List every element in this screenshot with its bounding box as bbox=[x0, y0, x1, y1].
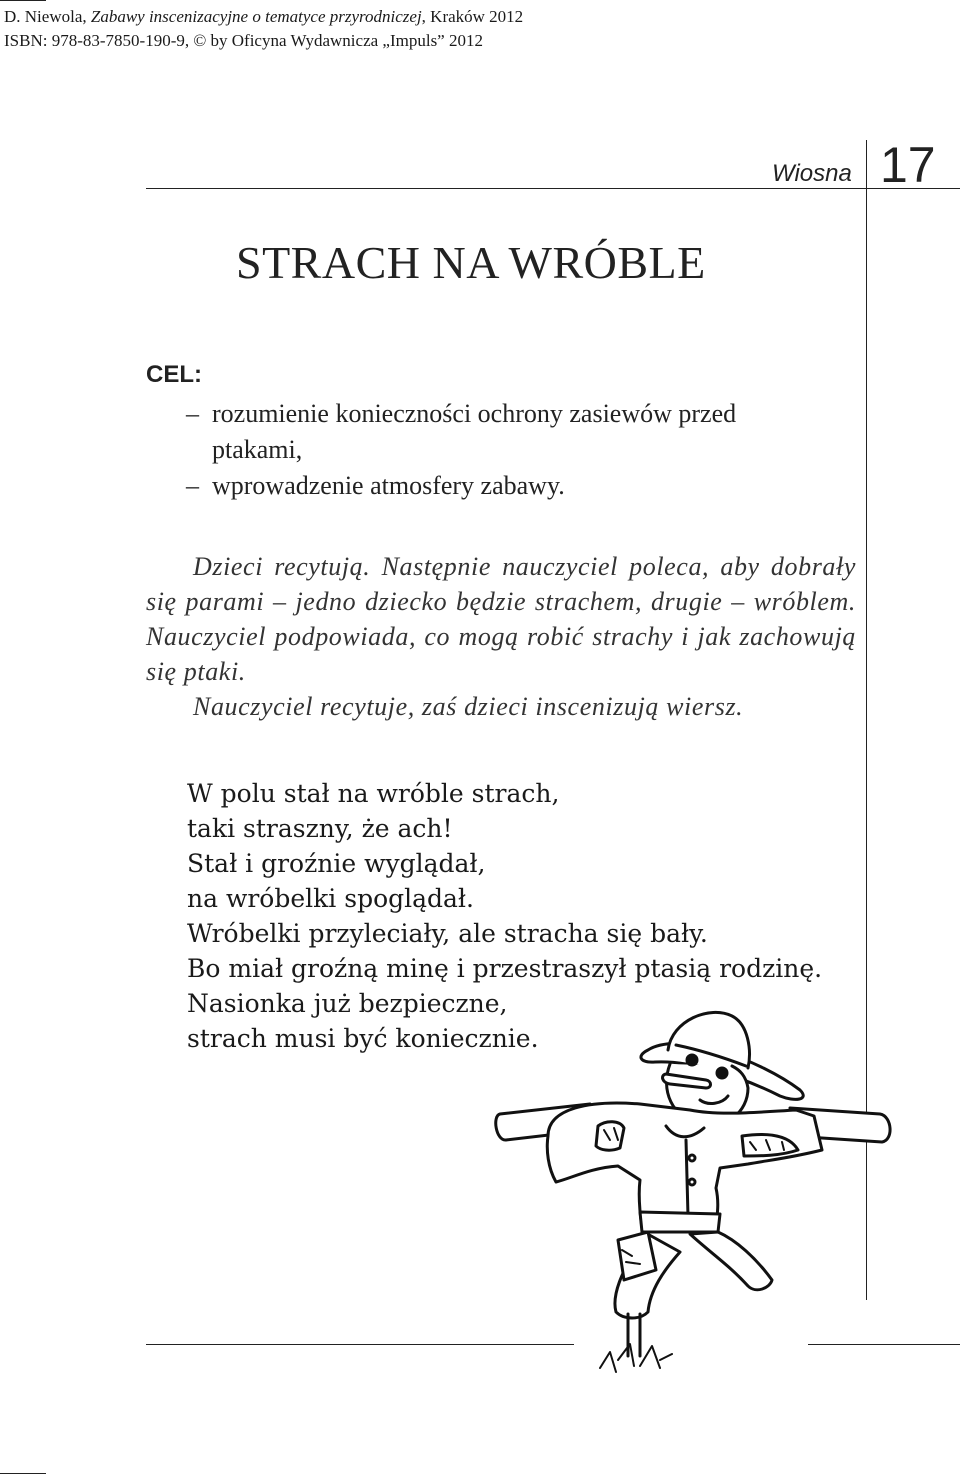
goal-item bbox=[186, 468, 866, 504]
header-line-1 bbox=[4, 7, 523, 27]
header-line-2: ISBN: 978-83-7850-190-9, © by Oficyna Wydawnicza „Impuls” 2012 bbox=[4, 31, 483, 50]
goal-list bbox=[186, 396, 866, 504]
page-number: 17 bbox=[880, 137, 936, 193]
goal-dash: – bbox=[186, 471, 199, 500]
header-author: D. Niewola, bbox=[4, 7, 91, 26]
poem-line: strach musi być koniecznie. bbox=[187, 1024, 539, 1053]
corner-mark-top bbox=[0, 0, 46, 1]
poem-line: Nasionka już bezpieczne, bbox=[187, 989, 508, 1018]
header-place-year: , Kraków 2012 bbox=[421, 7, 524, 26]
goal-item-continuation: ptakami, bbox=[212, 435, 303, 464]
goal-item bbox=[186, 396, 866, 432]
page-title: STRACH NA WRÓBLE bbox=[236, 237, 706, 288]
goal-item-text: wprowadzenie atmosfery zabawy. bbox=[212, 471, 565, 500]
poem-line: Stał i groźnie wyglądał, bbox=[187, 849, 486, 878]
poem-line: Wróbelki przyleciały, ale stracha się bały. bbox=[187, 919, 708, 948]
description bbox=[146, 549, 856, 724]
header-book-title: Zabawy inscenizacyjne o tematyce przyrodniczej bbox=[90, 7, 422, 26]
goal-dash: – bbox=[186, 399, 199, 428]
poem-line: na wróbelki spoglądał. bbox=[187, 884, 474, 913]
poem-line: taki straszny, że ach! bbox=[187, 814, 453, 843]
corner-mark-bottom bbox=[0, 1473, 46, 1474]
section-label: Wiosna bbox=[772, 160, 852, 187]
poem-line: W polu stał na wróble strach, bbox=[187, 779, 560, 808]
goal-item-text: rozumienie konieczności ochrony zasiewów przed bbox=[212, 399, 737, 428]
description-paragraph: Dzieci recytują. Następnie nauczyciel poleca, aby dobrały się parami – jedno dziecko będzie strachem, drugie – wróblem. Nauczyciel podpowiada, co mogą robić strachy i jak zachowują się ptaki. bbox=[146, 552, 856, 686]
description-paragraph: Nauczyciel recytuje, zaś dzieci inscenizują wiersz. bbox=[193, 692, 744, 721]
poem-line: Bo miał groźną minę i przestraszył ptasią rodzinę. bbox=[187, 954, 823, 983]
top-rule bbox=[146, 188, 960, 189]
scarecrow-illustration bbox=[490, 1000, 930, 1400]
goal-label: CEL: bbox=[146, 361, 202, 388]
